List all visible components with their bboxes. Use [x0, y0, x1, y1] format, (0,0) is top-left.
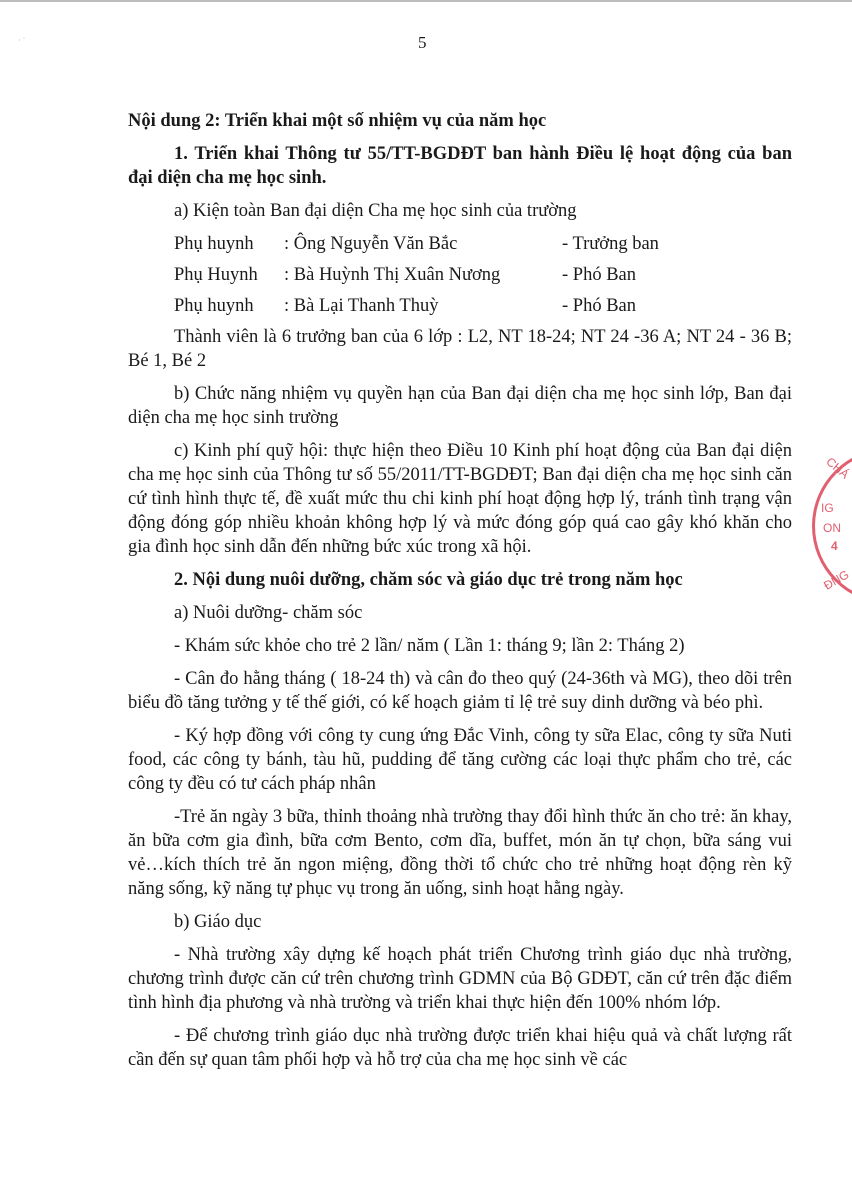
member-position: - Phó Ban: [562, 296, 636, 316]
member-position: - Trưởng ban: [562, 234, 659, 254]
section-title: Nội dung 2: Triển khai một số nhiệm vụ của năm học: [128, 111, 547, 131]
sub-b: b) Giáo dục: [174, 912, 262, 932]
page-number: 5: [418, 33, 427, 52]
education-item: - Để chương trình giáo dục nhà trường được triển khai hiệu quả và chất lượng rất cần đến sự quan tâm phối hợp và hỗ trợ của cha mẹ học sinh về các: [128, 1026, 792, 1070]
education-item: - Nhà trường xây dựng kế hoạch phát triển Chương trình giáo dục nhà trường, chương trình được căn cứ trên chương trình GDMN của Bộ GDĐT, căn cứ trên đặc điểm tình hình địa phương và nhà trường và triển khai thực hiện đến 100% nhóm lớp.: [128, 945, 792, 1013]
member-row: [174, 232, 792, 256]
heading-2: 2. Nội dung nuôi dưỡng, chăm sóc và giáo dục trẻ trong năm học: [174, 570, 683, 590]
member-row: [174, 263, 792, 287]
care-item: - Ký hợp đồng với công ty cung ứng Đắc Vinh, công ty sữa Elac, công ty sữa Nuti food, các công ty bánh, tàu hũ, pudding để tăng cường các loại thực phẩm cho trẻ, các công ty đều có tư cách pháp nhân: [128, 726, 792, 794]
stamp-text: CHÁ: [823, 454, 852, 482]
item-b: b) Chức năng nhiệm vụ quyền hạn của Ban đại diện cha mẹ học sinh lớp, Ban đại diện cha mẹ học sinh trường: [128, 384, 792, 428]
member-role: Phụ huynh: [174, 296, 254, 316]
stamp-text: ON: [823, 521, 841, 535]
stamp-text: 4: [831, 539, 838, 553]
member-name: : Bà Lại Thanh Thuỳ: [284, 296, 439, 316]
stamp-text: IG: [821, 501, 834, 515]
care-item: -Trẻ ăn ngày 3 bữa, thỉnh thoảng nhà trường thay đổi hình thức ăn cho trẻ: ăn khay, ăn bữa cơm gia đình, bữa cơm Bento, cơm dĩa, buffet, món ăn tự chọn, bữa sáng vui vẻ…kích thích trẻ ăn ngon miệng, đồng thời tổ chức cho trẻ những hoạt động rèn kỹ năng sống, kỹ năng tự phục vụ trong ăn uống, sinh hoạt hằng ngày.: [128, 807, 792, 899]
item-c: c) Kinh phí quỹ hội: thực hiện theo Điều 10 Kinh phí hoạt động của Ban đại diện cha mẹ học sinh của Thông tư số 55/2011/TT-BGDĐT; Ban đại diện cha mẹ học sinh căn cứ tình hình thực tế, đề xuất mức thu chi kinh phí hoạt động hợp lý, tránh tình trạng vận động đóng góp nhiều khoản không hợp lý và mức đóng góp quá cao gây khó khăn cho gia đình học sinh dẫn đến những bức xúc trong xã hội.: [128, 441, 792, 557]
member-role: Phụ Huynh: [174, 265, 258, 285]
care-item: - Khám sức khỏe cho trẻ 2 lần/ năm ( Lần 1: tháng 9; lần 2: Tháng 2): [174, 636, 685, 656]
care-item: - Cân đo hằng tháng ( 18-24 th) và cân đo theo quý (24-36th và MG), theo dõi trên biểu đồ tăng tưởng y tế thế giới, có kế hoạch giảm tỉ lệ trẻ suy dinh dưỡng và béo phì.: [128, 669, 792, 713]
red-stamp-seal: [812, 448, 852, 604]
members-note: Thành viên là 6 trưởng ban của 6 lớp : L2, NT 18-24; NT 24 -36 A; NT 24 - 36 B; Bé 1, Bé 2: [128, 327, 792, 371]
member-role: Phụ huynh: [174, 234, 254, 254]
member-name: : Ông Nguyễn Văn Bắc: [284, 234, 458, 254]
member-position: - Phó Ban: [562, 265, 636, 285]
sub-a: a) Nuôi dưỡng- chăm sóc: [174, 603, 363, 623]
scan-specks: · ˙: [18, 36, 26, 45]
heading-1: 1. Triển khai Thông tư 55/TT-BGDĐT ban hành Điều lệ hoạt động của ban đại diện cha mẹ học sinh.: [128, 144, 792, 188]
stamp-text: ĐNG: [821, 567, 852, 593]
document-body: [128, 109, 792, 1081]
item-a: a) Kiện toàn Ban đại diện Cha mẹ học sinh của trường: [174, 201, 577, 221]
member-name: : Bà Huỳnh Thị Xuân Nương: [284, 265, 501, 285]
page-top-border: [0, 0, 852, 2]
member-row: [174, 294, 792, 318]
